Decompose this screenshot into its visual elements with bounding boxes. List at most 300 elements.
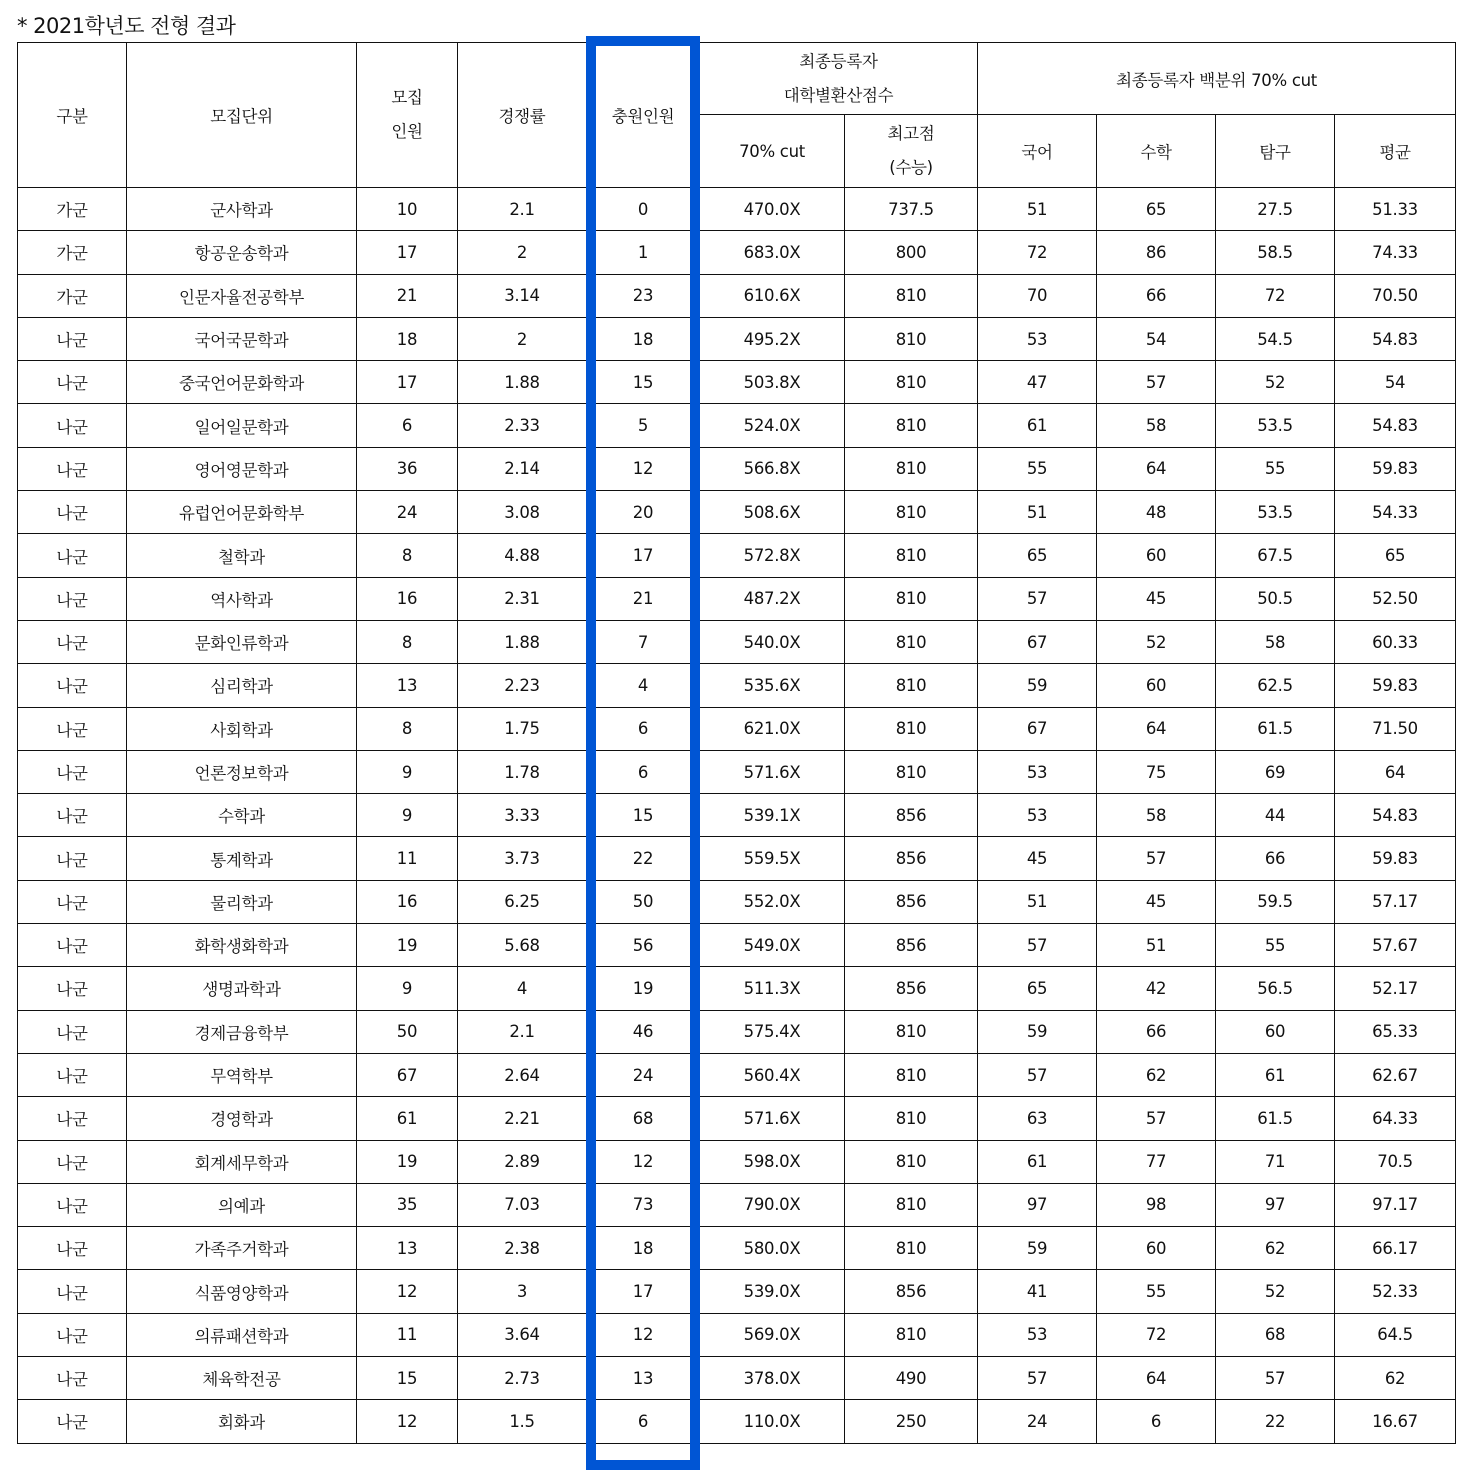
cell-cut70: 524.0X: [700, 404, 845, 447]
cell-korean: 24: [978, 1400, 1097, 1443]
table-row: [18, 967, 1456, 1010]
cell-math: 64: [1097, 1357, 1216, 1400]
cell-unit: 문화인류학과: [127, 620, 357, 663]
cell-math: 57: [1097, 1097, 1216, 1140]
col-group-univ-score: [700, 43, 978, 115]
cell-average: 57.67: [1335, 924, 1456, 967]
cell-unit: 심리학과: [127, 664, 357, 707]
cell-ratio: 7.03: [458, 1183, 587, 1226]
cell-cut70: 549.0X: [700, 924, 845, 967]
cell-ratio: 2.89: [458, 1140, 587, 1183]
cell-max: 810: [845, 1313, 978, 1356]
col-header-math: 수학: [1097, 115, 1216, 188]
cell-korean: 57: [978, 1053, 1097, 1096]
cell-inquiry: 68: [1216, 1313, 1335, 1356]
cell-ratio: 2.1: [458, 188, 587, 231]
cell-max: 810: [845, 1183, 978, 1226]
cell-average: 51.33: [1335, 188, 1456, 231]
col-header-gubun: 구분: [18, 43, 127, 188]
cell-extra: 17: [587, 1270, 700, 1313]
cell-extra: 6: [587, 750, 700, 793]
cell-unit: 언론정보학과: [127, 750, 357, 793]
cell-math: 60: [1097, 534, 1216, 577]
cell-inquiry: 52: [1216, 1270, 1335, 1313]
cell-average: 59.83: [1335, 664, 1456, 707]
cell-extra: 13: [587, 1357, 700, 1400]
cell-inquiry: 72: [1216, 274, 1335, 317]
cell-korean: 53: [978, 794, 1097, 837]
cell-cut70: 511.3X: [700, 967, 845, 1010]
cell-max: 810: [845, 274, 978, 317]
cell-max: 810: [845, 534, 978, 577]
cell-cut70: 552.0X: [700, 880, 845, 923]
cell-cut70: 575.4X: [700, 1010, 845, 1053]
cell-cut70: 571.6X: [700, 1097, 845, 1140]
cell-math: 42: [1097, 967, 1216, 1010]
cell-inquiry: 56.5: [1216, 967, 1335, 1010]
cell-inquiry: 62: [1216, 1227, 1335, 1270]
cell-extra: 46: [587, 1010, 700, 1053]
cell-unit: 국어국문학과: [127, 317, 357, 360]
cell-average: 52.33: [1335, 1270, 1456, 1313]
cell-korean: 61: [978, 1140, 1097, 1183]
table-row: [18, 1400, 1456, 1443]
cell-cut70: 580.0X: [700, 1227, 845, 1270]
cell-unit: 경영학과: [127, 1097, 357, 1140]
cell-extra: 73: [587, 1183, 700, 1226]
cell-korean: 59: [978, 664, 1097, 707]
cell-cut70: 495.2X: [700, 317, 845, 360]
cell-cut70: 539.0X: [700, 1270, 845, 1313]
cell-ratio: 2.14: [458, 447, 587, 490]
table-header: [18, 43, 1456, 188]
table-row: [18, 794, 1456, 837]
table-row: [18, 1313, 1456, 1356]
cell-max: 490: [845, 1357, 978, 1400]
cell-unit: 의류패션학과: [127, 1313, 357, 1356]
cell-extra: 17: [587, 534, 700, 577]
cell-average: 64.5: [1335, 1313, 1456, 1356]
cell-average: 59.83: [1335, 447, 1456, 490]
cell-korean: 59: [978, 1227, 1097, 1270]
cell-quota: 8: [357, 534, 458, 577]
cell-ratio: 2.64: [458, 1053, 587, 1096]
cell-inquiry: 67.5: [1216, 534, 1335, 577]
cell-average: 54.83: [1335, 317, 1456, 360]
cell-korean: 47: [978, 361, 1097, 404]
cell-cut70: 110.0X: [700, 1400, 845, 1443]
cell-extra: 19: [587, 967, 700, 1010]
table-row: [18, 837, 1456, 880]
cell-max: 856: [845, 837, 978, 880]
cell-quota: 19: [357, 924, 458, 967]
cell-max: 810: [845, 404, 978, 447]
cell-quota: 16: [357, 577, 458, 620]
table-row: [18, 880, 1456, 923]
cell-math: 58: [1097, 794, 1216, 837]
cell-extra: 12: [587, 1313, 700, 1356]
cell-ratio: 3.73: [458, 837, 587, 880]
cell-math: 52: [1097, 620, 1216, 663]
cell-unit: 사회학과: [127, 707, 357, 750]
cell-unit: 의예과: [127, 1183, 357, 1226]
cell-math: 66: [1097, 1010, 1216, 1053]
cell-inquiry: 62.5: [1216, 664, 1335, 707]
cell-inquiry: 61.5: [1216, 1097, 1335, 1140]
cell-average: 66.17: [1335, 1227, 1456, 1270]
cell-average: 52.50: [1335, 577, 1456, 620]
col-header-quota-line2: 인원: [391, 122, 423, 141]
cell-average: 59.83: [1335, 837, 1456, 880]
cell-cut70: 621.0X: [700, 707, 845, 750]
cell-quota: 13: [357, 664, 458, 707]
cell-cut70: 508.6X: [700, 491, 845, 534]
cell-max: 737.5: [845, 188, 978, 231]
cell-quota: 9: [357, 967, 458, 1010]
cell-gubun: 나군: [18, 664, 127, 707]
cell-inquiry: 97: [1216, 1183, 1335, 1226]
cell-quota: 6: [357, 404, 458, 447]
cell-unit: 물리학과: [127, 880, 357, 923]
cell-max: 856: [845, 967, 978, 1010]
cell-average: 54.83: [1335, 794, 1456, 837]
table-body: [18, 188, 1456, 1444]
cell-quota: 61: [357, 1097, 458, 1140]
cell-quota: 35: [357, 1183, 458, 1226]
cell-cut70: 378.0X: [700, 1357, 845, 1400]
table-row: [18, 620, 1456, 663]
cell-korean: 41: [978, 1270, 1097, 1313]
cell-unit: 인문자율전공학부: [127, 274, 357, 317]
table-row: [18, 1010, 1456, 1053]
cell-max: 810: [845, 620, 978, 663]
cell-math: 58: [1097, 404, 1216, 447]
cell-average: 62.67: [1335, 1053, 1456, 1096]
cell-math: 64: [1097, 707, 1216, 750]
cell-korean: 51: [978, 491, 1097, 534]
cell-gubun: 나군: [18, 707, 127, 750]
table-row: [18, 577, 1456, 620]
cell-quota: 10: [357, 188, 458, 231]
col-header-quota-line1: 모집: [391, 88, 423, 107]
cell-max: 810: [845, 1010, 978, 1053]
table-row: [18, 534, 1456, 577]
cell-ratio: 2.38: [458, 1227, 587, 1270]
cell-math: 64: [1097, 447, 1216, 490]
cell-ratio: 3.14: [458, 274, 587, 317]
col-header-max: [845, 115, 978, 188]
table-row: [18, 1053, 1456, 1096]
cell-korean: 53: [978, 750, 1097, 793]
cell-inquiry: 55: [1216, 924, 1335, 967]
cell-inquiry: 61.5: [1216, 707, 1335, 750]
cell-gubun: 나군: [18, 361, 127, 404]
cell-quota: 12: [357, 1270, 458, 1313]
table-row: [18, 231, 1456, 274]
cell-unit: 수학과: [127, 794, 357, 837]
table-row: [18, 1270, 1456, 1313]
cell-math: 62: [1097, 1053, 1216, 1096]
cell-gubun: 나군: [18, 750, 127, 793]
cell-ratio: 3.33: [458, 794, 587, 837]
cell-average: 16.67: [1335, 1400, 1456, 1443]
cell-quota: 15: [357, 1357, 458, 1400]
table-row: [18, 1097, 1456, 1140]
cell-quota: 11: [357, 837, 458, 880]
cell-cut70: 503.8X: [700, 361, 845, 404]
cell-cut70: 539.1X: [700, 794, 845, 837]
cell-inquiry: 53.5: [1216, 404, 1335, 447]
cell-cut70: 559.5X: [700, 837, 845, 880]
cell-average: 65: [1335, 534, 1456, 577]
table-row: [18, 1357, 1456, 1400]
cell-ratio: 2.21: [458, 1097, 587, 1140]
cell-inquiry: 71: [1216, 1140, 1335, 1183]
cell-max: 856: [845, 1270, 978, 1313]
cell-gubun: 나군: [18, 1097, 127, 1140]
cell-korean: 72: [978, 231, 1097, 274]
cell-unit: 항공운송학과: [127, 231, 357, 274]
cell-unit: 회화과: [127, 1400, 357, 1443]
table-row: [18, 274, 1456, 317]
cell-average: 60.33: [1335, 620, 1456, 663]
cell-math: 86: [1097, 231, 1216, 274]
cell-unit: 가족주거학과: [127, 1227, 357, 1270]
cell-gubun: 나군: [18, 1270, 127, 1313]
cell-math: 55: [1097, 1270, 1216, 1313]
cell-math: 66: [1097, 274, 1216, 317]
cell-average: 74.33: [1335, 231, 1456, 274]
cell-max: 810: [845, 317, 978, 360]
cell-ratio: 6.25: [458, 880, 587, 923]
col-header-inquiry: 탐구: [1216, 115, 1335, 188]
cell-extra: 6: [587, 707, 700, 750]
cell-inquiry: 44: [1216, 794, 1335, 837]
cell-unit: 철학과: [127, 534, 357, 577]
cell-inquiry: 50.5: [1216, 577, 1335, 620]
cell-korean: 63: [978, 1097, 1097, 1140]
cell-extra: 56: [587, 924, 700, 967]
cell-max: 810: [845, 750, 978, 793]
cell-max: 800: [845, 231, 978, 274]
table-row: [18, 491, 1456, 534]
table-row: [18, 404, 1456, 447]
cell-ratio: 2.1: [458, 1010, 587, 1053]
cell-korean: 65: [978, 534, 1097, 577]
cell-math: 45: [1097, 577, 1216, 620]
col-group-univ-score-line1: 최종등록자: [799, 51, 878, 71]
cell-gubun: 나군: [18, 837, 127, 880]
cell-math: 65: [1097, 188, 1216, 231]
cell-unit: 무역학부: [127, 1053, 357, 1096]
col-header-average: 평균: [1335, 115, 1456, 188]
cell-max: 810: [845, 1227, 978, 1270]
cell-ratio: 4.88: [458, 534, 587, 577]
cell-max: 856: [845, 880, 978, 923]
cell-gubun: 나군: [18, 924, 127, 967]
cell-ratio: 3.64: [458, 1313, 587, 1356]
cell-gubun: 나군: [18, 404, 127, 447]
cell-cut70: 487.2X: [700, 577, 845, 620]
cell-extra: 0: [587, 188, 700, 231]
cell-average: 65.33: [1335, 1010, 1456, 1053]
cell-extra: 1: [587, 231, 700, 274]
cell-ratio: 2: [458, 231, 587, 274]
cell-quota: 9: [357, 794, 458, 837]
cell-average: 52.17: [1335, 967, 1456, 1010]
cell-extra: 7: [587, 620, 700, 663]
cell-unit: 역사학과: [127, 577, 357, 620]
cell-extra: 15: [587, 361, 700, 404]
cell-math: 54: [1097, 317, 1216, 360]
cell-math: 72: [1097, 1313, 1216, 1356]
table-row: [18, 1183, 1456, 1226]
cell-max: 810: [845, 447, 978, 490]
cell-extra: 18: [587, 317, 700, 360]
cell-inquiry: 55: [1216, 447, 1335, 490]
cell-extra: 12: [587, 1140, 700, 1183]
cell-unit: 영어영문학과: [127, 447, 357, 490]
cell-inquiry: 69: [1216, 750, 1335, 793]
cell-math: 6: [1097, 1400, 1216, 1443]
cell-average: 64.33: [1335, 1097, 1456, 1140]
cell-korean: 59: [978, 1010, 1097, 1053]
cell-ratio: 2.73: [458, 1357, 587, 1400]
admission-results-table: [17, 42, 1456, 1444]
cell-korean: 67: [978, 620, 1097, 663]
cell-cut70: 540.0X: [700, 620, 845, 663]
cell-gubun: 나군: [18, 794, 127, 837]
cell-gubun: 나군: [18, 967, 127, 1010]
cell-quota: 13: [357, 1227, 458, 1270]
cell-unit: 회계세무학과: [127, 1140, 357, 1183]
cell-extra: 6: [587, 1400, 700, 1443]
cell-unit: 군사학과: [127, 188, 357, 231]
cell-quota: 67: [357, 1053, 458, 1096]
cell-korean: 70: [978, 274, 1097, 317]
cell-average: 70.5: [1335, 1140, 1456, 1183]
cell-gubun: 나군: [18, 1140, 127, 1183]
cell-cut70: 560.4X: [700, 1053, 845, 1096]
cell-ratio: 2.33: [458, 404, 587, 447]
cell-extra: 22: [587, 837, 700, 880]
cell-cut70: 790.0X: [700, 1183, 845, 1226]
cell-korean: 67: [978, 707, 1097, 750]
cell-extra: 24: [587, 1053, 700, 1096]
cell-extra: 20: [587, 491, 700, 534]
cell-gubun: 나군: [18, 447, 127, 490]
cell-korean: 55: [978, 447, 1097, 490]
table-caption: * 2021학년도 전형 결과: [17, 14, 236, 38]
cell-ratio: 1.88: [458, 361, 587, 404]
cell-math: 45: [1097, 880, 1216, 923]
cell-ratio: 1.75: [458, 707, 587, 750]
cell-max: 810: [845, 1097, 978, 1140]
cell-korean: 61: [978, 404, 1097, 447]
cell-korean: 57: [978, 1357, 1097, 1400]
table-row: [18, 664, 1456, 707]
cell-unit: 경제금융학부: [127, 1010, 357, 1053]
cell-gubun: 나군: [18, 491, 127, 534]
table-row: [18, 1140, 1456, 1183]
cell-quota: 16: [357, 880, 458, 923]
cell-average: 70.50: [1335, 274, 1456, 317]
cell-korean: 57: [978, 924, 1097, 967]
cell-cut70: 683.0X: [700, 231, 845, 274]
cell-gubun: 나군: [18, 1400, 127, 1443]
cell-math: 75: [1097, 750, 1216, 793]
cell-inquiry: 59.5: [1216, 880, 1335, 923]
cell-math: 77: [1097, 1140, 1216, 1183]
cell-inquiry: 54.5: [1216, 317, 1335, 360]
cell-extra: 68: [587, 1097, 700, 1140]
cell-korean: 53: [978, 1313, 1097, 1356]
cell-math: 57: [1097, 361, 1216, 404]
table-row: [18, 750, 1456, 793]
col-group-percentile: 최종등록자 백분위 70% cut: [978, 43, 1456, 115]
col-header-korean: 국어: [978, 115, 1097, 188]
cell-inquiry: 66: [1216, 837, 1335, 880]
cell-inquiry: 53.5: [1216, 491, 1335, 534]
cell-extra: 5: [587, 404, 700, 447]
cell-gubun: 나군: [18, 317, 127, 360]
cell-average: 71.50: [1335, 707, 1456, 750]
cell-gubun: 가군: [18, 188, 127, 231]
cell-quota: 12: [357, 1400, 458, 1443]
cell-max: 810: [845, 361, 978, 404]
cell-cut70: 572.8X: [700, 534, 845, 577]
cell-inquiry: 52: [1216, 361, 1335, 404]
col-header-ratio: 경쟁률: [458, 43, 587, 188]
cell-gubun: 나군: [18, 534, 127, 577]
cell-average: 64: [1335, 750, 1456, 793]
cell-ratio: 2: [458, 317, 587, 360]
cell-quota: 19: [357, 1140, 458, 1183]
cell-inquiry: 58: [1216, 620, 1335, 663]
col-header-extra: 충원인원: [587, 43, 700, 188]
cell-quota: 18: [357, 317, 458, 360]
cell-gubun: 나군: [18, 577, 127, 620]
cell-average: 97.17: [1335, 1183, 1456, 1226]
cell-inquiry: 60: [1216, 1010, 1335, 1053]
cell-extra: 18: [587, 1227, 700, 1270]
cell-ratio: 1.78: [458, 750, 587, 793]
cell-gubun: 나군: [18, 1010, 127, 1053]
cell-ratio: 4: [458, 967, 587, 1010]
cell-math: 48: [1097, 491, 1216, 534]
col-header-unit: 모집단위: [127, 43, 357, 188]
cell-cut70: 569.0X: [700, 1313, 845, 1356]
cell-inquiry: 61: [1216, 1053, 1335, 1096]
cell-max: 810: [845, 1053, 978, 1096]
cell-max: 810: [845, 664, 978, 707]
cell-unit: 화학생화학과: [127, 924, 357, 967]
cell-unit: 중국언어문화학과: [127, 361, 357, 404]
cell-unit: 일어일문학과: [127, 404, 357, 447]
cell-average: 54.83: [1335, 404, 1456, 447]
cell-quota: 8: [357, 707, 458, 750]
cell-cut70: 598.0X: [700, 1140, 845, 1183]
cell-math: 51: [1097, 924, 1216, 967]
cell-extra: 12: [587, 447, 700, 490]
cell-ratio: 2.23: [458, 664, 587, 707]
cell-unit: 유럽언어문화학부: [127, 491, 357, 534]
cell-gubun: 나군: [18, 880, 127, 923]
col-header-max-line1: 최고점: [887, 124, 935, 143]
cell-gubun: 가군: [18, 274, 127, 317]
cell-quota: 11: [357, 1313, 458, 1356]
cell-average: 54.33: [1335, 491, 1456, 534]
